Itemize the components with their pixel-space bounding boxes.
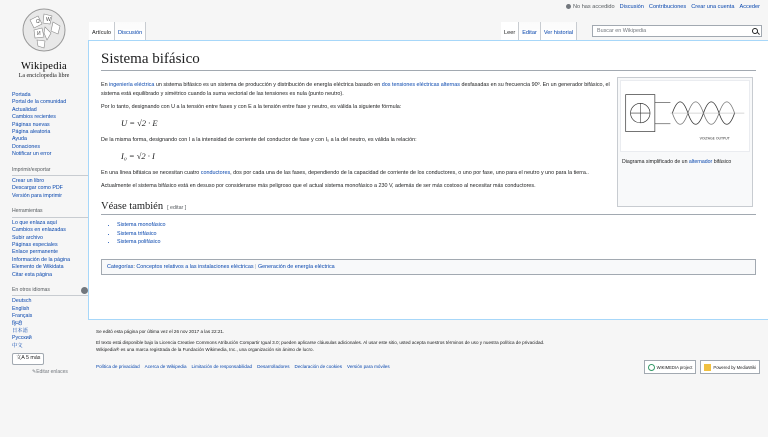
conductores-link[interactable]: conductores: [200, 170, 231, 176]
ingenieria-electrica-link[interactable]: ingeniería eléctrica: [109, 82, 155, 88]
footer: [96, 328, 764, 370]
sidebar-item-subir[interactable]: Subir archivo: [12, 234, 43, 241]
more-languages-button[interactable]: 文A 5 más: [12, 353, 44, 364]
sidebar-print: [12, 167, 88, 201]
wikimedia-badge[interactable]: WIKIMEDIA project: [644, 360, 697, 374]
svg-text:И: И: [37, 31, 41, 37]
tagline: La enciclopedia libre: [18, 73, 70, 79]
category-links: Categorías: Conceptos relativos a las instalaciones eléctricas | Generación de energía eléctrica: [101, 259, 756, 275]
license-text: El texto está disponible bajo la Licencia Creative Commons Atribución Compartir Igual 3.0; pueden aplicarse cláusulas adicionales. Al usar este sitio, usted acepta nuestros términos de uso y nuestra política de privacidad.: [96, 340, 545, 345]
tab-historial[interactable]: Ver historial: [541, 22, 577, 40]
thumbnail-caption: Diagrama simplificado de un alternador bifásico: [622, 159, 732, 165]
wikimedia-icon: [648, 364, 655, 371]
sidebar-item-portada[interactable]: Portada: [12, 92, 31, 98]
personal-discussion-link[interactable]: Discusión: [619, 4, 644, 10]
footer-cookies[interactable]: Declaración de cookies: [294, 364, 343, 369]
sidebar-item-permanente[interactable]: Enlace permanente: [12, 249, 58, 256]
footer-icons: [644, 360, 760, 374]
lang-chinese[interactable]: 中文: [12, 342, 23, 349]
lang-english[interactable]: English: [12, 305, 30, 312]
not-logged-in: No has accedido: [566, 4, 615, 10]
see-also-list: [117, 221, 756, 247]
sidebar-item-donaciones[interactable]: Donaciones: [12, 143, 40, 150]
article-body: [101, 81, 621, 161]
tab-leer[interactable]: Leer: [501, 22, 519, 40]
tensiones-alternas-link[interactable]: dos tensiones eléctricas alternas: [381, 82, 460, 88]
footer-mobile[interactable]: Versión para móviles: [347, 364, 390, 369]
svg-text:Ω: Ω: [36, 19, 40, 25]
sidebar-item-informacion[interactable]: Información de la página: [12, 256, 71, 263]
sidebar: [12, 92, 88, 384]
see-also-heading: Véase también [ editar ]: [101, 201, 756, 215]
formula-voltage: U = √2 · E: [121, 118, 158, 128]
sidebar-item-citar[interactable]: Citar esta página: [12, 271, 53, 278]
sidebar-item-pdf[interactable]: Descargar como PDF: [12, 185, 63, 192]
search-input[interactable]: [592, 25, 762, 37]
footer-developers[interactable]: Desarrolladores: [257, 364, 290, 369]
sidebar-item-cambios-enlazadas[interactable]: Cambios en enlazadas: [12, 227, 66, 234]
sidebar-item-cambios[interactable]: Cambios recientes: [12, 114, 56, 121]
paragraph-1: En ingeniería eléctrica un sistema bifásico es un sistema de producción y distribución de energía eléctrica basado en dos tensiones eléctricas alternas desfasadas en su frecuencia 90º. En un generador bifásico, el sistema está equilibrado y simétrico cuando la suma vectorial de las tensiones es nula (punto neutro).: [101, 82, 610, 97]
wordmark: Wikipedia: [20, 61, 67, 72]
sidebar-languages: [12, 287, 88, 376]
translate-icon: 文A: [16, 355, 27, 362]
globe-icon: [20, 6, 68, 54]
footer-disclaimer[interactable]: Limitación de responsabilidad: [191, 364, 253, 369]
sidebar-item-especiales[interactable]: Páginas especiales: [12, 241, 58, 248]
tools-heading: Herramientas: [12, 208, 88, 217]
main-content: [88, 40, 768, 320]
category-instalaciones[interactable]: Conceptos relativos a las instalaciones eléctricas: [136, 263, 254, 270]
footer-privacy[interactable]: Política de privacidad: [96, 364, 140, 369]
tab-editar[interactable]: Editar: [519, 22, 541, 40]
view-tabs: [501, 22, 577, 40]
tab-articulo[interactable]: Artículo: [89, 22, 115, 40]
sidebar-item-crear-libro[interactable]: Crear un libro: [12, 178, 45, 185]
search-placeholder: Buscar en Wikipedia: [597, 28, 647, 34]
thumbnail: [617, 77, 753, 207]
sidebar-item-actualidad[interactable]: Actualidad: [12, 106, 37, 113]
footer-about[interactable]: Acerca de Wikipedia: [144, 364, 187, 369]
personal-tools: [566, 4, 760, 10]
paragraph-3: De la misma forma, designando con I a la intensidad de corriente del conductor de fase y con I₀ a la del neutro, es válida la relación:: [101, 137, 417, 143]
wikipedia-logo[interactable]: [0, 0, 88, 82]
sidebar-item-nuevas[interactable]: Páginas nuevas: [12, 121, 50, 128]
sidebar-item-enlaza[interactable]: Lo que enlaza aquí: [12, 219, 58, 226]
formula-current: I₀ = √2 · I: [121, 151, 155, 161]
diagram-label: VOLTAGE OUTPUT: [699, 136, 730, 141]
sidebar-item-portal[interactable]: Portal de la comunidad: [12, 99, 67, 106]
last-edit: Se editó esta página por última vez el 26 nov 2017 a las 22:21.: [96, 329, 225, 334]
edit-links[interactable]: ✎Editar enlaces: [32, 368, 68, 375]
sidebar-item-imprimir[interactable]: Versión para imprimir: [12, 192, 63, 199]
sidebar-navigation: [12, 92, 88, 159]
lang-deutsch[interactable]: Deutsch: [12, 298, 32, 305]
gear-icon[interactable]: [81, 287, 88, 294]
paragraph-5: Actualmente el sistema bifásico está en desuso por considerarse más peligroso que el actual sistema monofásico a 230 V, además de ser más costoso al necesitar más conductores.: [101, 183, 536, 189]
lang-russian[interactable]: Русский: [12, 335, 32, 342]
page-title: Sistema bifásico: [101, 49, 756, 71]
tab-discusion[interactable]: Discusión: [115, 22, 146, 40]
edit-section-link[interactable]: [ editar ]: [167, 205, 187, 211]
create-account-link[interactable]: Crear una cuenta: [691, 4, 735, 10]
see-also-monofasico[interactable]: • Sistema monofásico: [117, 221, 756, 230]
category-generacion[interactable]: Generación de energía eléctrica: [257, 263, 335, 270]
login-link[interactable]: Acceder: [739, 4, 760, 10]
sidebar-item-wikidata[interactable]: Elemento de Wikidata: [12, 264, 64, 271]
trademark-text: Wikipedia® es una marca registrada de la Fundación Wikimedia, Inc., una organización sin ánimo de lucro.: [96, 347, 314, 352]
print-heading: Imprimir/exportar: [12, 167, 88, 176]
paragraph-4: En una línea bifásica se necesitan cuatro conductores, dos por cada una de las fases, dependiendo de la capacidad de corriente de los conductores, o uno por fase, uno para el neutro y uno para la tierra..: [101, 170, 589, 176]
pencil-icon: ✎: [32, 368, 37, 375]
lang-hindi[interactable]: हिन्दी: [12, 320, 23, 327]
alternator-diagram[interactable]: [620, 80, 750, 152]
sidebar-item-aleatoria[interactable]: Página aleatoria: [12, 129, 51, 136]
search-icon[interactable]: [752, 28, 758, 34]
mediawiki-badge[interactable]: Powered by MediaWiki: [700, 360, 760, 374]
paragraph-2: Por lo tanto, designando con U a la tensión entre fases y con E a la tensión entre fase y neutro, es válida la siguiente fórmula:: [101, 104, 402, 110]
alternador-link[interactable]: alternador: [688, 159, 713, 165]
mediawiki-icon: [704, 364, 711, 371]
lang-japanese[interactable]: 日本語: [12, 327, 28, 334]
svg-text:W: W: [46, 17, 51, 23]
namespace-tabs: [89, 22, 146, 40]
user-icon: [566, 4, 571, 9]
languages-heading: En otros idiomas: [12, 287, 88, 296]
sidebar-item-ayuda[interactable]: Ayuda: [12, 136, 27, 143]
see-also-polifasico[interactable]: • Sistema polifásico: [117, 238, 756, 247]
lang-francais[interactable]: Français: [12, 313, 33, 320]
sidebar-tools: [12, 208, 88, 279]
see-also-trifasico[interactable]: • Sistema trifásico: [117, 230, 756, 239]
contributions-link[interactable]: Contribuciones: [648, 4, 687, 10]
sidebar-item-error[interactable]: Notificar un error: [12, 151, 52, 158]
categories-label[interactable]: Categorías: [107, 263, 134, 270]
